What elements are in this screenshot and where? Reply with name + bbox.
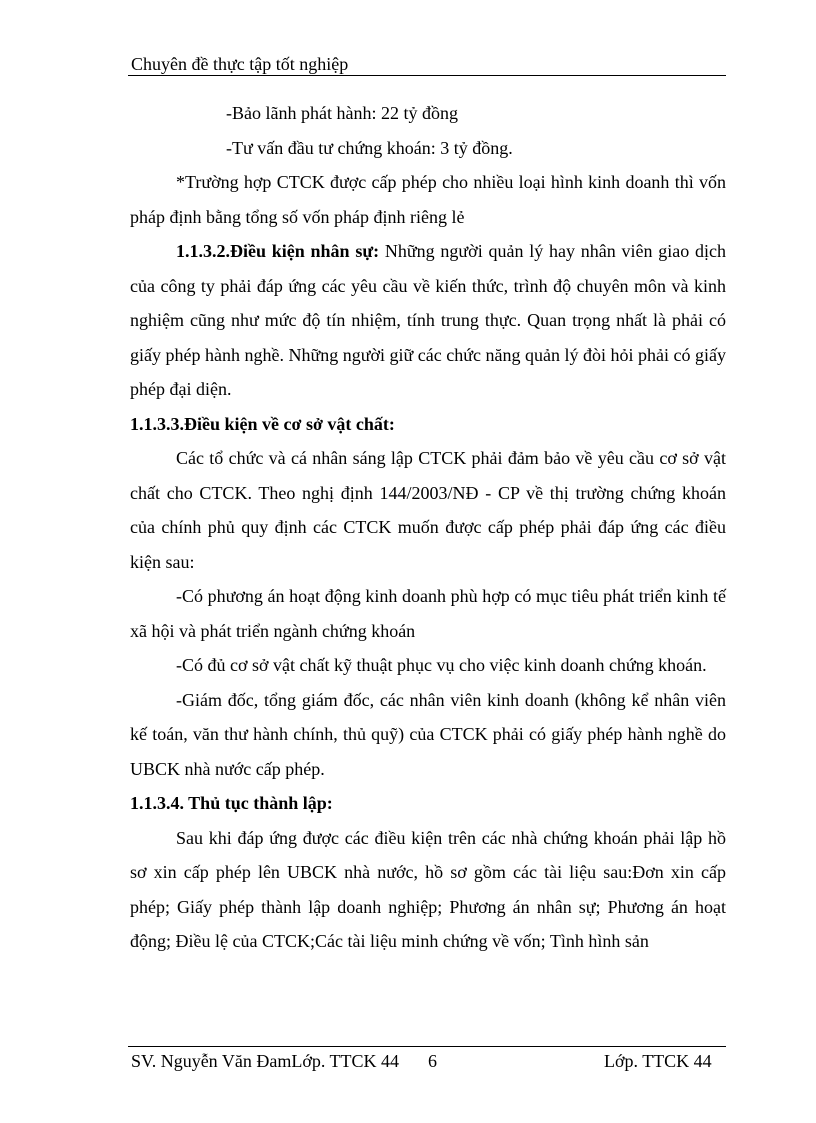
paragraph: -Có phương án hoạt động kinh doanh phù hợp có mục tiêu phát triển kinh tế xã hội và phát triển ngành chứng khoán: [130, 586, 726, 641]
section-heading: 1.1.3.3.Điều kiện về cơ sở vật chất:: [130, 413, 395, 434]
page-number: 6: [428, 1051, 437, 1071]
paragraph: Các tổ chức và cá nhân sáng lập CTCK phải đảm bảo về yêu cầu cơ sở vật chất cho CTCK. Theo nghị định 144/2003/NĐ - CP về thị trường chứng khoán của chính phủ quy định các CTCK muốn được cấp phép phải đáp ứng các điều kiện sau:: [130, 448, 726, 572]
footer-author: SV. Nguyễn Văn ĐamLớp. TTCK 44: [131, 1051, 400, 1071]
list-item: -Bảo lãnh phát hành: 22 tỷ đồng: [226, 103, 458, 123]
paragraph: -Giám đốc, tổng giám đốc, các nhân viên kinh doanh (không kể nhân viên kế toán, văn thư hành chính, thủ quỹ) của CTCK phải có giấy phép hành nghề do UBCK nhà nước cấp phép.: [130, 689, 726, 779]
paragraph: *Trường hợp CTCK được cấp phép cho nhiều loại hình kinh doanh thì vốn pháp định bằng tổng số vốn pháp định riêng lẻ: [130, 172, 726, 227]
section-heading-inline: 1.1.3.2.Điều kiện nhân sự:: [176, 241, 380, 261]
footer-class: Lớp. TTCK 44: [604, 1051, 712, 1071]
paragraph: -Có đủ cơ sở vật chất kỹ thuật phục vụ cho việc kinh doanh chứng khoán.: [176, 655, 707, 675]
paragraph: Sau khi đáp ứng được các điều kiện trên các nhà chứng khoán phải lập hồ sơ xin cấp phép lên UBCK nhà nước, hồ sơ gồm các tài liệu sau:Đơn xin cấp phép; Giấy phép thành lập doanh nghiệp; Phương án nhân sự; Phương án hoạt động; Điều lệ của CTCK;Các tài liệu minh chứng về vốn; Tình hình sản: [130, 827, 726, 951]
section-heading: 1.1.3.4. Thủ tục thành lập:: [130, 793, 333, 813]
list-item: -Tư vấn đầu tư chứng khoán: 3 tỷ đồng.: [226, 137, 513, 158]
footer-divider: [128, 1046, 726, 1047]
paragraph: [130, 234, 726, 407]
page-header-title: Chuyên đề thực tập tốt nghiệp: [131, 54, 349, 74]
header-divider: [128, 75, 726, 76]
paragraph-text: Những người quản lý hay nhân viên giao dịch của công ty phải đáp ứng các yêu cầu về kiến thức, trình độ chuyên môn và kinh nghiệm cũng như mức độ tín nhiệm, tính trung thực. Quan trọng nhất là phải có giấy phép hành nghề. Những người giữ các chức năng quản lý đòi hỏi phải có giấy phép đại diện.: [130, 241, 726, 399]
document-body: [130, 96, 726, 959]
